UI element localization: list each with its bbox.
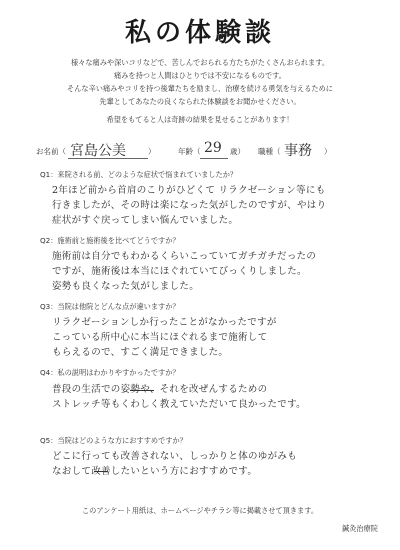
answer-2 [52, 249, 372, 294]
answer-line: こっている所中心に本当にほぐれるまで施術して [52, 332, 268, 343]
name-close: ） [148, 147, 156, 156]
age-unit: 歳） [230, 147, 245, 156]
answer-line: 行きましたが、その時は楽になった気がしたのですが、やはり [52, 200, 327, 211]
footer-note: このアンケート用紙は、ホームページやチラシ等に掲載させて頂きます。 [81, 506, 319, 515]
answer-line: 姿勢も良くなった気がしました。 [52, 281, 200, 292]
age-underline [200, 158, 228, 159]
intro-line: そんな辛い痛みやコリを持つ後輩たちを励まし、治療を続ける勇気を与えるために [67, 84, 333, 93]
question-3: Q3：当院は他院とどんな点が違いますか？ [40, 302, 180, 311]
answer-line: もらえるので、すごく満足できました。 [52, 347, 229, 358]
answer-4 [52, 382, 372, 412]
answer-5 [52, 449, 372, 479]
answer-line: 普段の生活での姿勢や、それを改ぜんするための [52, 384, 268, 395]
answer-1 [52, 183, 372, 228]
age-value: 29 [204, 140, 222, 156]
clinic-name: 鍼灸治療院 [342, 524, 378, 533]
answer-line: リラクゼーションしか行ったことがなかったですが [52, 317, 277, 328]
answer-line: どこに行っても改善されない、しっかりと体のゆがみも [52, 451, 298, 462]
answer-line: 2年ほど前から首肩のこりがひどくて リラクゼーション等にも [52, 185, 326, 196]
intro-text [0, 56, 400, 108]
crossed-out-mark [94, 471, 108, 472]
age-label: 年齢（ [178, 147, 201, 156]
intro-line: 先輩としてあなたの良くなられた体験談をお聞かせください。 [99, 97, 301, 106]
name-value: 宮島公美 [70, 143, 126, 159]
name-label: お名前（ [36, 147, 66, 156]
name-underline [68, 158, 148, 159]
job-label: 職種（ [258, 147, 281, 156]
crossed-out-mark [130, 390, 154, 391]
answer-3 [52, 315, 372, 360]
job-value: 事務 [284, 143, 312, 159]
job-close: ） [324, 147, 332, 156]
answer-line: 症状がすぐ戻ってしまい悩んでいました。 [52, 215, 239, 226]
answer-line: ですが、施術後は本当にほぐれていてびっくりしました。 [52, 266, 307, 277]
page-title: 私の体験談 [124, 18, 275, 48]
intro-line: 痛みを持つと人間はひとりでは不安になるものです。 [114, 71, 286, 80]
motto-text: 希望をもてると人は奇跡の結果を見せることがあります！ [106, 115, 294, 124]
answer-line: なおして改善したいという方におすすめです。 [52, 466, 258, 477]
respondent-info [36, 140, 376, 160]
intro-line: 様々な痛みや深いコリなどで、苦しんでおられる方たちがたくさんおられます。 [70, 58, 330, 67]
answer-line: ストレッチ等もくわしく教えていただいて良かったです。 [52, 399, 306, 410]
answer-line: 施術前は自分でもわかるくらいこっていてガチガチだったの [52, 251, 317, 262]
question-5: Q5：当院はどのような方におすすめですか？ [40, 436, 187, 445]
question-1: Q1：来院される前、どのような症状で悩まれていましたか？ [40, 170, 238, 179]
question-2: Q2：施術前と施術後を比べてどうですか？ [40, 236, 180, 245]
question-4: Q4：私の説明はわかりやすかったですか？ [40, 368, 180, 377]
